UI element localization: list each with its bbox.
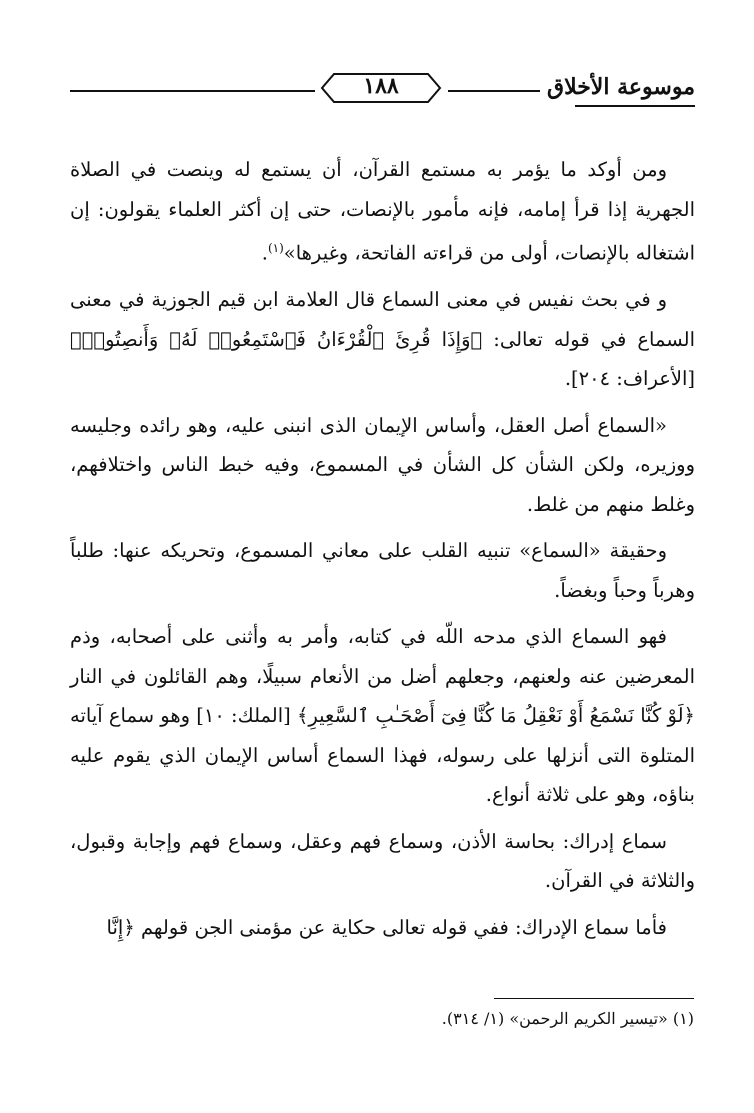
page-number-badge bbox=[320, 72, 442, 104]
header-rule-left bbox=[70, 90, 315, 92]
footnote: (١) «تيسير الكريم الرحمن» (١/ ٣١٤). bbox=[441, 1009, 694, 1028]
header-rule-middle bbox=[448, 90, 540, 92]
footnote-separator bbox=[494, 998, 694, 999]
paragraph-2: و في بحث نفيس في معنى السماع قال العلامة ابن قيم الجوزية في معنى السماع في قوله تعالى: ﴿وَإِذَا قُرِئَ ٱلْقُرْءَانُ فَٱسْتَمِعُوا۟ لَهُۥ وَأَنصِتُوا۟﴾ [الأعراف: ٢٠٤]. bbox=[70, 288, 695, 390]
paragraph-5: فهو السماع الذي مدحه اللّه في كتابه، وأمر به وأثنى على أصحابه، وذم المعرضين عنه ولعنهم، وجعلهم أضل من الأنعام سبيلًا، وهم القائلون في النار ﴿لَوْ كُنَّا نَسْمَعُ أَوْ نَعْقِلُ مَا كُنَّا فِىٓ أَصْحَـٰبِ ٱلسَّعِيرِ﴾ [الملك: ١٠] وهو سماع آياته المتلوة التى أنزلها على رسوله، فهذا السماع أساس الإيمان الذي يقوم عليه بناؤه، وهو على ثلاثة أنواع. bbox=[70, 625, 695, 806]
paragraph-3: «السماع أصل العقل، وأساس الإيمان الذى انبنى عليه، وهو رائده وجليسه ووزيره، ولكن الشأن كل الشأن في المسموع، وفيه خبط الناس واختلافهم، وغلط منهم من غلط. bbox=[70, 413, 695, 516]
paragraph-4: وحقيقة «السماع» تنبيه القلب على معاني المسموع، وتحريكه عنها: طلباً وهرباً وحباً وبغضاً. bbox=[70, 539, 695, 602]
paragraph-6: سماع إدراك: بحاسة الأذن، وسماع فهم وعقل، وسماع فهم وإجابة وقبول، والثلاثة في القرآن. bbox=[70, 829, 695, 892]
body-text bbox=[70, 150, 695, 954]
book-title: موسوعة الأخلاق bbox=[547, 74, 695, 100]
paragraph-1-end: . bbox=[261, 241, 268, 265]
paragraph-7: فأما سماع الإدراك: ففي قوله تعالى حكاية عن مؤمنى الجن قولهم ﴿إِنَّا bbox=[106, 915, 667, 939]
paragraph-1 bbox=[70, 150, 695, 273]
header-rule-right bbox=[575, 105, 695, 107]
paragraph-1-text: ومن أوكد ما يؤمر به مستمع القرآن، أن يستمع له وينصت في الصلاة الجهرية إذا قرأ إمامه، فإنه مأمور بالإنصات، حتى إن أكثر العلماء يقولون: إن اشتغاله بالإنصات، أولى من قراءته الفاتحة، وغيرها» bbox=[70, 158, 695, 265]
page-number: ١٨٨ bbox=[363, 73, 399, 99]
footnote-marker: (١) bbox=[267, 241, 284, 255]
page-header bbox=[70, 66, 695, 114]
